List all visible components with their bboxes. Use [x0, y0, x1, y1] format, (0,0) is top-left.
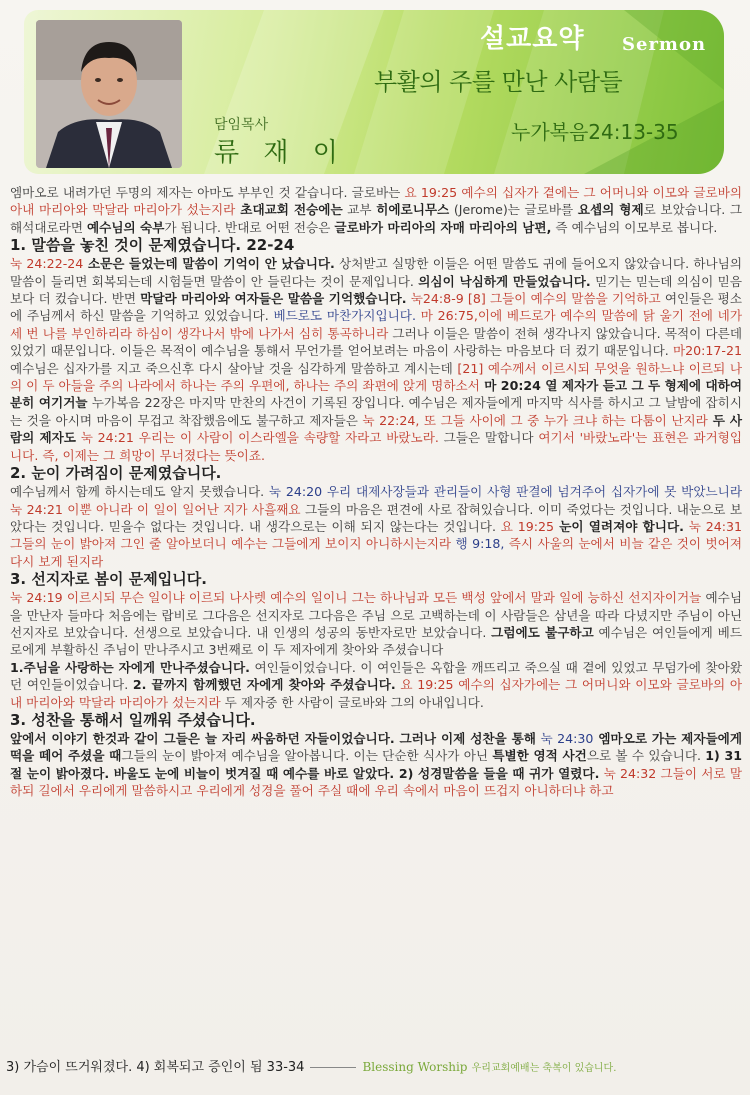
emphasis: 의심이 낙심하게 만들었습니다.	[418, 273, 591, 289]
text: 그들은 말합니다	[438, 430, 539, 446]
section-1-heading: 1. 말씀을 놓친 것이 문제였습니다. 22-24	[10, 236, 295, 255]
verse-ref: 눅 24:21 우리는 이 사람이 이스라엘을 속량할 자라고 바랐노라.	[75, 430, 439, 446]
section-3-paragraph	[10, 589, 742, 711]
verse-ref: 즉시 사울의 눈에서 비늘 같은 것이 벗어져 다시 보게 된지라	[10, 536, 742, 569]
footer-line	[6, 1058, 742, 1078]
text: 그러나 이들은 말씀이 전혀 생각나지 않았습니다. 목적이 다른데 있었기 때문입니다. 이들은 목적이 예수님을 통해서 무언가를 얻어보려는 마음이 사랑하는 마음보다 더 컸기 때문입니다.	[10, 325, 742, 359]
text: 으로 볼 수 있습니다.	[586, 748, 706, 764]
text: 믿기는 믿는데 의심이 믿음보다 더 컸습니다. 반면	[10, 273, 742, 307]
intro-text: 로 보았습니다. 그 해석대로라면	[10, 202, 743, 235]
verse-ref: 눅 24:30	[535, 730, 594, 746]
intro-emphasis: 글로바가 마리아의 자매 마리아의 남편,	[334, 219, 552, 235]
verse-ref: 눅 24:32 그들이 서로 말하되 길에서 우리에게 말씀하시고 우리에게 성경을 풀어 주실 때에 우리 속에서 마음이 뜨겁지 아니하더냐 하고	[10, 765, 742, 799]
pastor-photo	[36, 20, 182, 168]
verse-ref: 눅 24:21 이뿐 아니라 이 일이 일어난 지가 사흘째요	[10, 501, 301, 517]
section-2-heading: 2. 눈이 가려짐이 문제였습니다.	[10, 464, 222, 483]
emphasis: 눅 24:20 우리 대제사장들과 관리들이 사형 판결에 넘겨주어 십자가에 못 박았느니라	[268, 484, 742, 500]
emphasis: 막달라 마리아와 여자들은 말씀을 기억했습니다.	[140, 291, 407, 307]
intro-paragraph	[10, 184, 742, 236]
pastor-role: 담임목사	[214, 117, 269, 133]
section-2-paragraph	[10, 483, 742, 570]
intro-emphasis: 예수님의 숙부	[87, 219, 165, 235]
verse-ref: 눅 24:19 이르시되 무슨 일이냐 이르되 나사렛 예수의 일이니 그는 하나님과 모든 백성 앞에서 말과 일에 능하신 선지자이거늘	[10, 590, 702, 606]
intro-verse: 요 19:25 예수의 십자가 곁에는 그 어머니와 이모와 글로바의 아내 마리아와 막달라 마리아가 섰는지라	[10, 185, 742, 218]
emphasis: 2. 끝까지 함께했던 자에게 찾아와 주셨습니다.	[132, 677, 396, 693]
emphasis: 두 사람의 제자도	[10, 412, 742, 446]
text: 여인들은 평소에 주님께서 하신 말씀을 기억하고 있었습니다.	[10, 291, 742, 324]
scripture-reference: 누가복음24:13-35	[511, 120, 679, 144]
footer-brand: Blessing Worship	[362, 1060, 468, 1074]
verse-ref: 눅 24:31 그들의 눈이 밝아져 그인 줄 알아보더니 예수는 그들에게 보이지 아니하시는지라	[10, 518, 743, 552]
emphasis: 1.주님을 사랑하는 자에게 만나주셨습니다.	[10, 659, 250, 675]
text: 상처받고 실망한 이들은 어떤 말씀도 귀에 들어오지 않았습니다. 하나님의 말씀이 들리면 회복되는데 시험들면 말씀이 안 들린다는 것이 문제입니다.	[10, 256, 742, 289]
intro-emphasis: 초대교회 전승에는	[235, 202, 343, 218]
intro-text: 교부	[342, 202, 377, 218]
intro-text: (Jerome)는 글로바를	[449, 202, 578, 218]
emphasis: 소문은 들었는데 말씀이 기억이 안 났습니다.	[83, 256, 335, 272]
verse-ref: 마 26:75,이에 베드로가 예수의 말씀에 닭 울기 전에 네가 세 번 나를 부인하리라 하심이 생각나서 밖에 나가서 심히 통곡하니라	[10, 308, 743, 341]
footer-brand-tagline: 우리교회예배는 축복이 있습니다.	[471, 1063, 617, 1074]
text: 예수님은 여인들에게 베드로에게 부활하신 주님이 만나주시고 3번째로 이 두 제자에게 찾아와 주셨습니다	[10, 624, 742, 658]
emphasis: 마 20:24 열 제자가 듣고 그 두 형제에 대하여 분히 여기거늘	[10, 378, 742, 411]
pastor-name: 류 재 이	[214, 138, 346, 168]
text: 여인들이었습니다. 이 여인들은 옥합을 깨뜨리고 죽으실 때 곁에 있었고 무덤가에 찾아왔던 여인들이었습니다.	[10, 659, 742, 693]
verse-ref: 요 19:25	[500, 518, 555, 534]
intro-text: 즉 예수님의 이모부로 봅니다.	[551, 219, 718, 235]
section-3-heading: 3. 선지자로 봄이 문제입니다.	[10, 570, 207, 589]
intro-text: 가 됩니다. 반대로 어떤 전승은	[164, 219, 335, 235]
verse-ref: 눅 24:22-24	[10, 256, 84, 272]
text: 예수님을 만난자 들마다 처음에는 랍비로 그다음은 선지자로 그다음은 주님 으로 고백하는데 이 사람들은 삼년을 따라 다녔지만 주님이 아닌 선지자로 보았습니다. 선생으로 보았습니다. 내 인생의 성공의 동반자로만 보았습니다.	[10, 590, 743, 640]
emphasis: 특별한 영적 사건	[492, 748, 587, 764]
section-4-heading: 3. 성찬을 통해서 일깨워 주셨습니다.	[10, 710, 256, 729]
emphasis: 베드로도 마찬가지입니다.	[273, 308, 416, 324]
verse-ref: 마20:17-21	[672, 343, 742, 359]
emphasis: 엠마오로 가는 제자들에게 떡을 떼어 주셨을 때	[10, 730, 742, 764]
emphasis: 1) 31절 눈이 밝아졌다. 바울도 눈에 비늘이 벗겨질 때 예수를 바로 알았다. 2) 성경말씀을 들을 때 귀가 열렸다.	[10, 748, 742, 781]
emphasis: 행 9:18,	[451, 536, 505, 552]
intro-emphasis: 요셉의 형제	[577, 202, 644, 218]
emphasis: 눈이 열려져야 합니다.	[554, 518, 684, 534]
footer-divider	[310, 1067, 356, 1068]
text: 그들의 마음은 편견에 사로 잡혀있습니다. 이미 죽었다는 것입니다. 내눈으로 보았다는 것입니다. 믿을수 없다는 것입니다. 내 생각으로는 이해 되지 않는다는 것입니다.	[10, 501, 742, 534]
text: 두 제자중 한 사람이 글로바와 그의 아내입니다.	[220, 694, 484, 710]
verse-ref: [21] 예수께서 이르시되 무엇을 원하느냐 이르되 나의 이 두 아들을 주의 나라에서 하나는 주의 우편에, 하나는 주의 좌편에 앉게 명하소서	[10, 360, 742, 394]
sermon-english-label: Sermon	[622, 34, 707, 55]
verse-ref: 눅24:8-9 [8] 그들이 예수의 말씀을 기억하고	[406, 291, 661, 307]
text: 예수님께서 함께 하시는데도 알지 못했습니다.	[10, 484, 269, 500]
sermon-summary-label: 설교요약	[480, 24, 585, 54]
sermon-body	[10, 184, 742, 800]
section-4-paragraph	[10, 730, 742, 800]
intro-text: 엠마오로 내려가던 두명의 제자는 아마도 부부인 것 같습니다. 글로바는	[10, 185, 405, 200]
section-1-paragraph	[10, 255, 742, 464]
text: 누가복음 22장은 마지막 만찬의 사건이 기록된 장입니다. 예수님은 제자들에게 마지막 식사를 하시고 그 날밤에 잡히시는 것을 아시며 마음이 무겁고 착잡했음에도 불구하고 제자들은	[10, 395, 742, 428]
footer-text: 3) 가슴이 뜨거워졌다. 4) 회복되고 증인이 됨 33-34	[6, 1060, 305, 1075]
verse-ref: 여기서 '바랐노라'는 표현은 과거형입니다. 즉, 이제는 그 희망이 무너졌다는 뜻이죠.	[10, 430, 743, 463]
sermon-title: 부활의 주를 만난 사람들	[374, 68, 623, 96]
verse-ref: 요 19:25 예수의 십자가에는 그 어머니와 이모와 글로바의 아내 마리아와 막달라 마리아가 섰는지라	[10, 677, 743, 710]
text: 그들의 눈이 밝아져 예수님을 알아봅니다. 이는 단순한 식사가 아닌	[121, 748, 493, 764]
verse-ref: 눅 22:24, 또 그들 사이에 그 중 누가 크냐 하는 다툼이 난지라	[362, 412, 708, 428]
sermon-header	[24, 10, 724, 174]
emphasis: 그럼에도 불구하고	[491, 624, 594, 640]
text: 예수님은 십자가를 지고 죽으신후 다시 살아날 것을 심각하게 말씀하고 계시는데	[10, 360, 458, 376]
emphasis: 앞에서 이야기 한것과 같이 그들은 늘 자리 싸움하던 자들이었습니다. 그러나 이제 성찬을 통해	[10, 730, 536, 746]
intro-emphasis: 히에로니무스	[376, 202, 450, 218]
